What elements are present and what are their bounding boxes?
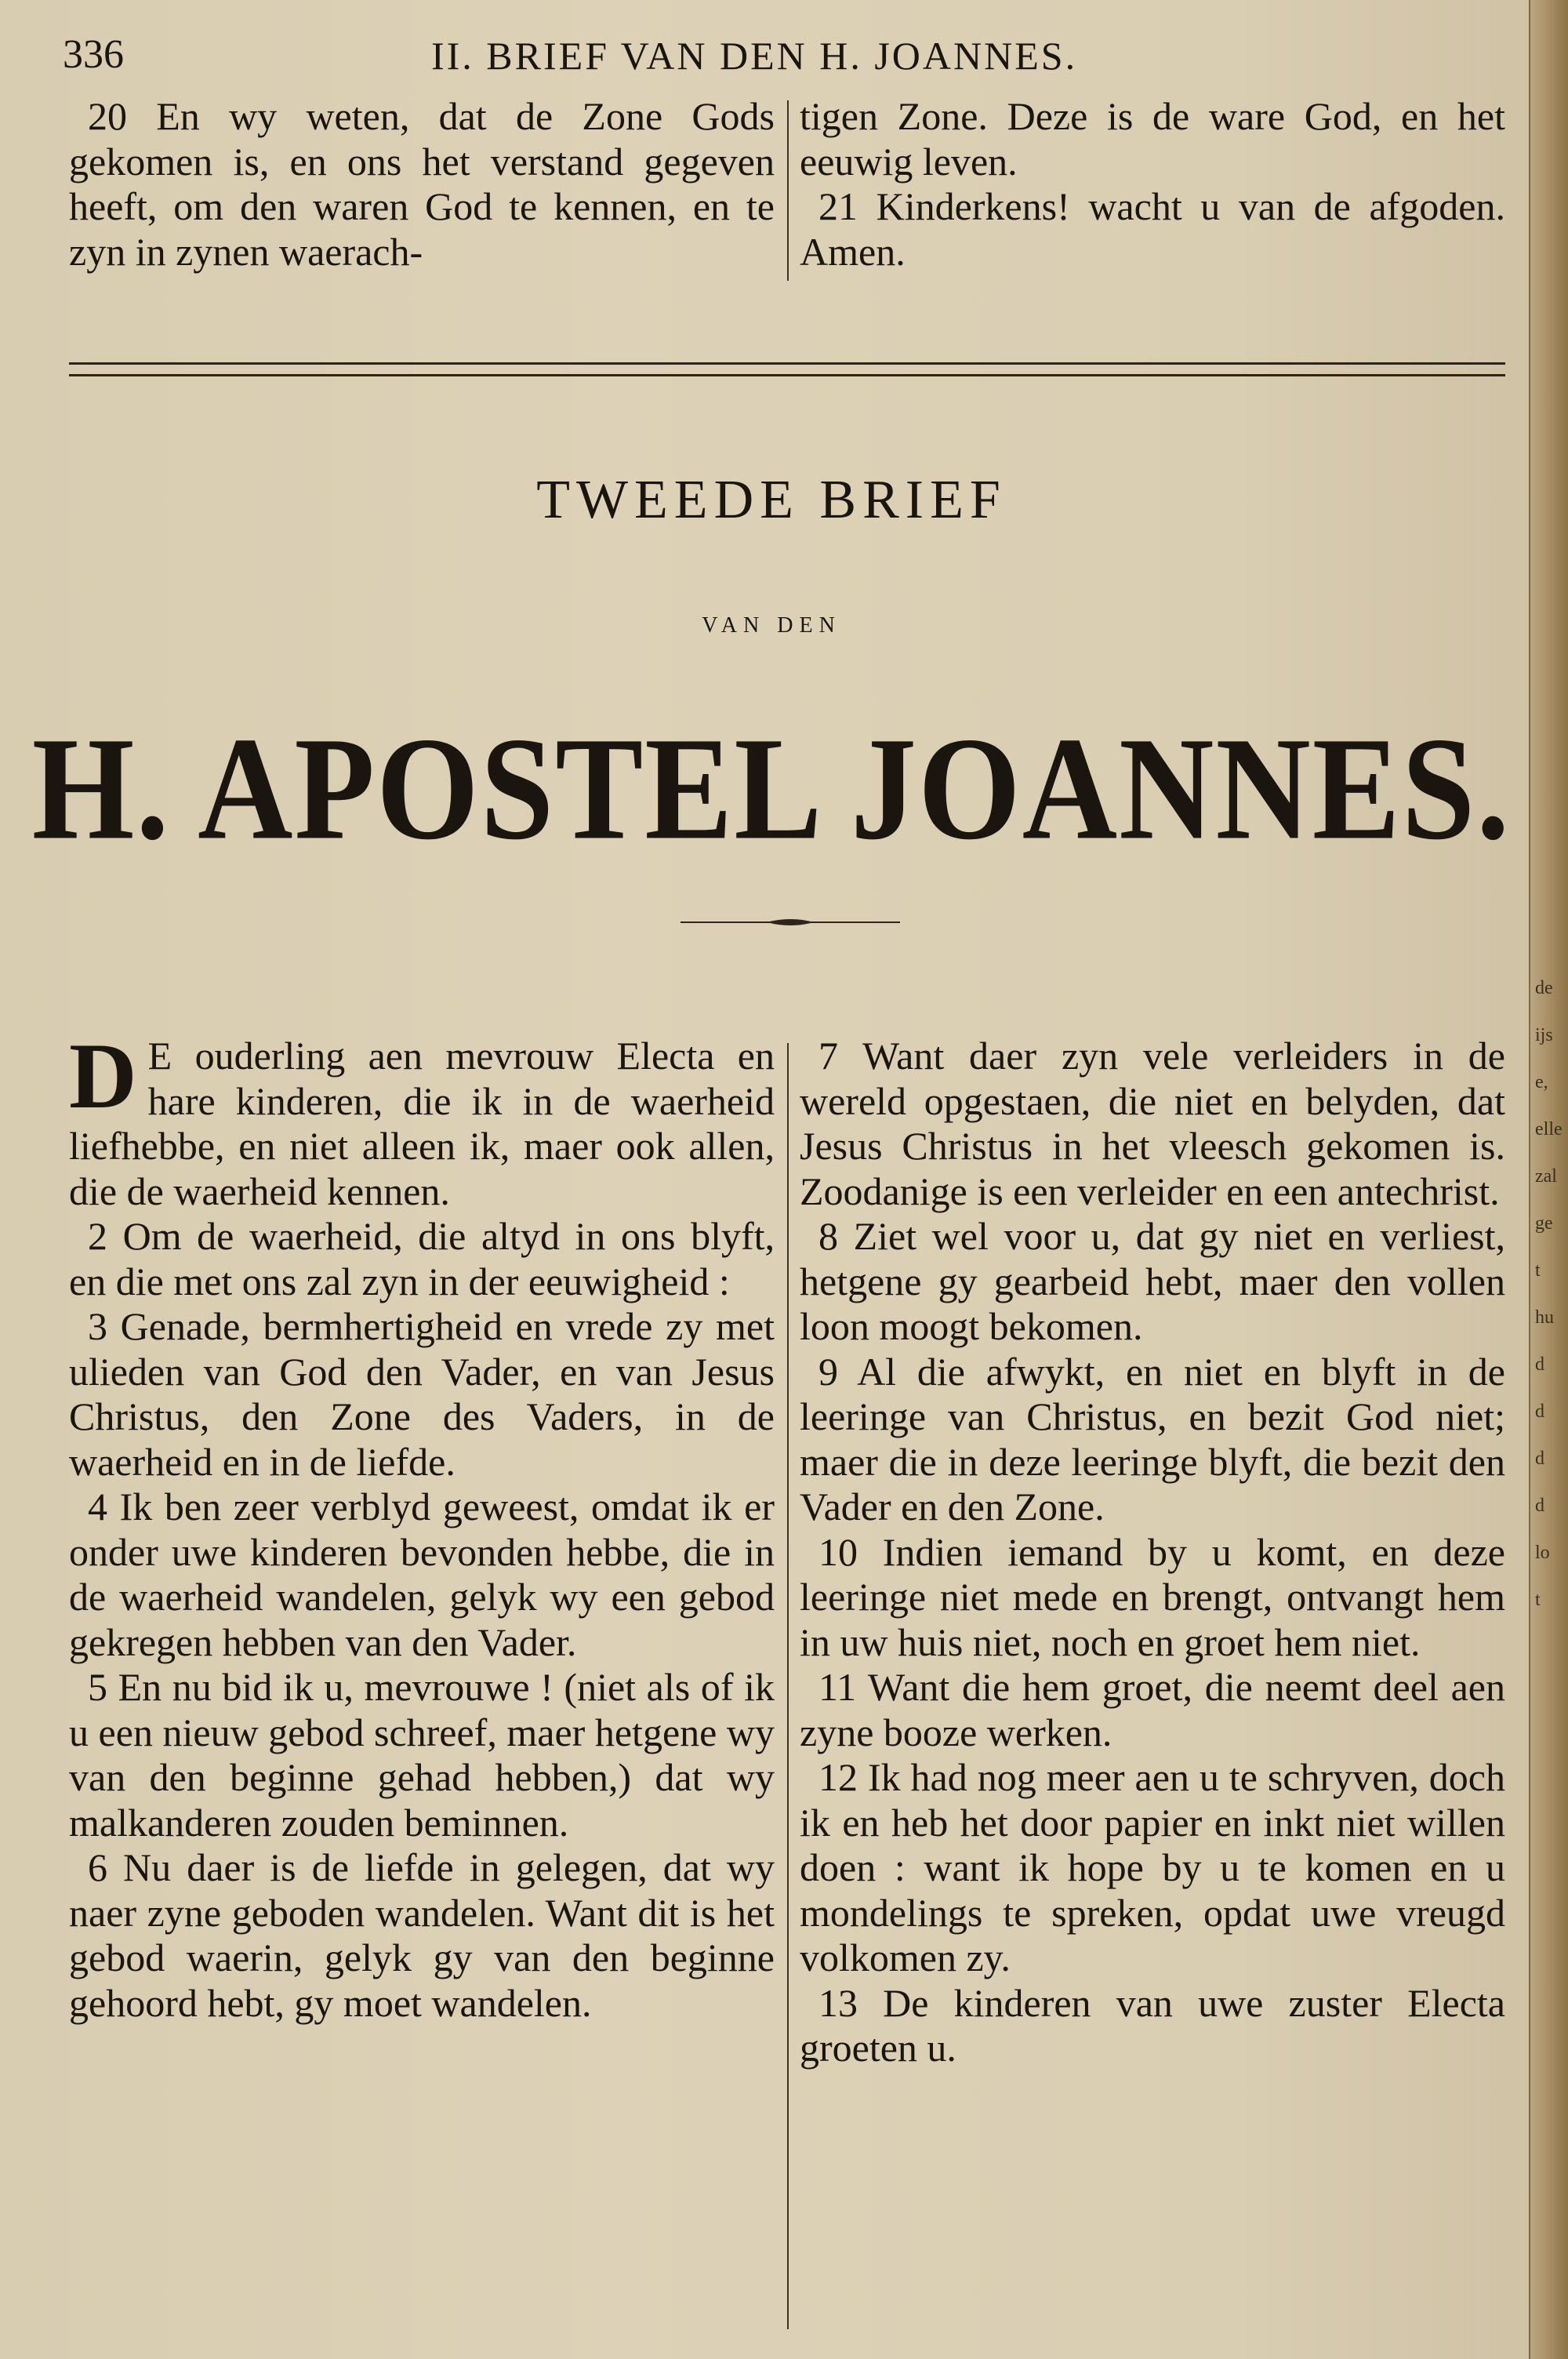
page-number: 336 (63, 32, 124, 77)
verse: 11 Want die hem groet, die neemt deel aen zyne booze werken. (800, 1665, 1505, 1754)
verse: 20 En wy weten, dat de Zone Gods gekomen is, en ons het verstand gegeven heeft, om den waren God te kennen, en te zyn in zynen waerach- (69, 94, 775, 274)
verse: 5 En nu bid ik u, mevrouwe ! (niet als of ik u een nieuw gebod schreef, maer hetgene wy van den beginne gehad hebben,) dat wy malkanderen zouden beminnen. (69, 1665, 775, 1845)
verse: 7 Want daer zyn vele verleiders in de wereld opgestaen, die niet en belyden, dat Jesus Christus in het vleesch gekomen is. Zoodanige is een verleider en een antechrist. (800, 1034, 1505, 1213)
verse: 13 De kinderen van uwe zuster Electa groeten u. (800, 1980, 1505, 2070)
title-line-3: H. APOSTEL JOANNES. (31, 707, 1512, 871)
verse-1-text: E ouderling aen mevrouw Electa en hare kinderen, die ik in de waerheid liefhebbe, en niet alleen ik, maer ook allen, die de waerheid kennen. (69, 1034, 775, 1213)
verse: 12 Ik had nog meer aen u te schryven, doch ik en heb het door papier en inkt niet willen doen : want ik hope by u te komen en u mondelings te spreken, opdat uwe vreugd volkomen zy. (800, 1755, 1505, 1979)
verse: 21 Kinderkens! wacht u van de afgoden. Amen. (800, 184, 1505, 274)
title-line-2: VAN DEN (702, 613, 841, 638)
drop-cap: D (69, 1023, 137, 1128)
previous-epistle-right-column (800, 94, 1505, 274)
verse: 3 Genade, bermhertigheid en vrede zy met ulieden van God den Vader, en van Jesus Christus, den Zone des Vaders, in de waerheid en in de liefde. (69, 1304, 775, 1484)
column-rule (787, 1043, 789, 2329)
next-page-text-fragments: de ijs e, elle zal ge t hu d d d d lo t (1535, 978, 1563, 1610)
verse: 10 Indien iemand by u komt, en deze leeringe niet mede en brengt, ontvangt hem in uw huis niet, noch en groet hem niet. (800, 1529, 1505, 1664)
verse: 9 Al die afwykt, en niet en blyft in de leeringe van Christus, en bezit God niet; maer die in deze leeringe blyft, die bezit den Vader en den Zone. (800, 1349, 1505, 1528)
verse: 4 Ik ben zeer verblyd geweest, omdat ik er onder uwe kinderen bevonden hebbe, die in de waerheid wandelen, gelyk wy een gebod gekregen hebben van den Vader. (69, 1485, 775, 1664)
epistle-right-column (800, 1034, 1505, 2071)
running-header (63, 31, 1505, 78)
verse: 6 Nu daer is de liefde in gelegen, dat wy naer zyne geboden wandelen. Want dit is het gebod waerin, gelyk gy van den beginne gehoord hebt, gy moet wandelen. (69, 1845, 775, 2025)
previous-epistle-left-column (69, 94, 775, 274)
epistle-left-column (69, 1023, 775, 2026)
column-rule (787, 100, 789, 281)
section-divider (69, 362, 1505, 376)
verse-1 (69, 1023, 775, 1214)
verse: 8 Ziet wel voor u, dat gy niet en verliest, hetgene gy gearbeid hebt, maer den vollen loon moogt bekomen. (800, 1214, 1505, 1348)
ornament-rule (681, 914, 900, 930)
verse: 2 Om de waerheid, die altyd in ons blyft, en die met ons zal zyn in der eeuwigheid : (69, 1214, 775, 1303)
running-title: II. BRIEF VAN DEN H. JOANNES. (431, 34, 1078, 78)
next-page-edge (1529, 0, 1568, 2359)
title-line-1: TWEEDE BRIEF (536, 470, 1007, 530)
verse: tigen Zone. Deze is de ware God, en het eeuwig leven. (800, 94, 1505, 184)
